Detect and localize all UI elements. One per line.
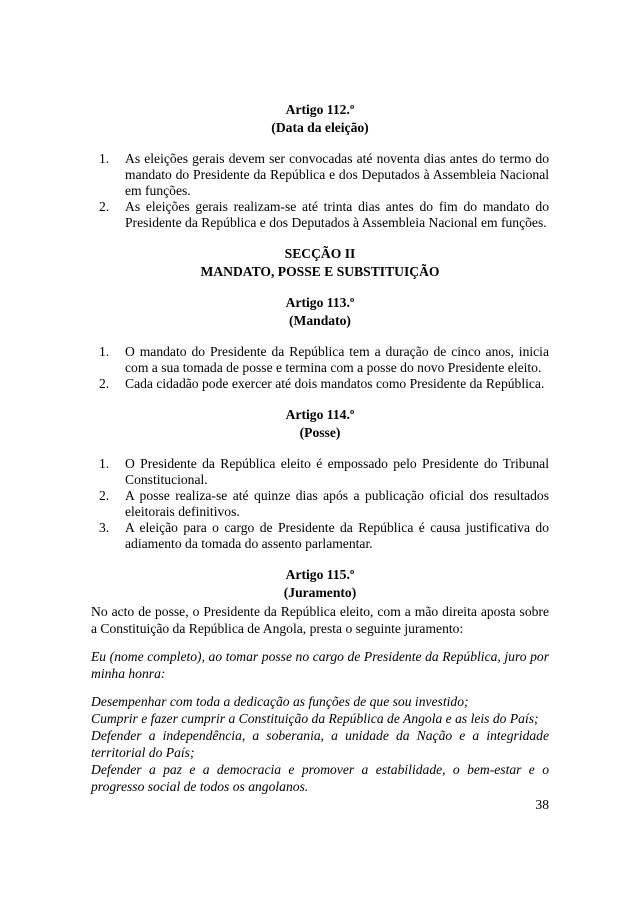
- article-113-heading: [91, 294, 549, 330]
- article-112-title: Artigo 112.º: [285, 102, 355, 117]
- article-115-body: [91, 603, 549, 795]
- article-113-subtitle: (Mandato): [289, 313, 351, 328]
- page-number: 38: [535, 797, 549, 812]
- oath-intro: No acto de posse, o Presidente da República eleito, com a mão direita aposta sobre a Constituição da República de Angola, presta o seguinte juramento:: [91, 604, 549, 636]
- article-114-list: [91, 456, 549, 552]
- article-112-list: [91, 151, 549, 231]
- section-heading: [91, 245, 549, 281]
- list-item: 2. As eleições gerais realizam-se até trinta dias antes do fim do mandato do Presidente da República e dos Deputados à Assembleia Nacional em funções.: [99, 199, 549, 230]
- article-115-heading: [91, 566, 549, 602]
- oath-line: Desempenhar com toda a dedicação as funções de que sou investido;: [91, 694, 469, 709]
- list-item: 2. A posse realiza-se até quinze dias após a publicação oficial dos resultados eleitorais definitivos.: [99, 488, 549, 519]
- list-item: 2. Cada cidadão pode exercer até dois mandatos como Presidente da República.: [99, 376, 545, 391]
- article-115-title: Artigo 115.º: [285, 567, 355, 582]
- oath-line: Defender a paz e a democracia e promover a estabilidade, o bem-estar e o progresso social de todos os angolanos.: [91, 762, 549, 794]
- list-item: 3. A eleição para o cargo de Presidente da República é causa justificativa do adiamento da tomada do assento parlamentar.: [99, 520, 549, 551]
- oath-lines: [91, 693, 549, 795]
- article-113-list: [91, 344, 549, 392]
- article-114-title: Artigo 114.º: [285, 407, 355, 422]
- list-item: 1. O Presidente da República eleito é empossado pelo Presidente do Tribunal Constitucional.: [99, 456, 549, 487]
- oath-opening: Eu (nome completo), ao tomar posse no cargo de Presidente da República, juro por minha honra:: [91, 649, 549, 681]
- section-subtitle: MANDATO, POSSE E SUBSTITUIÇÃO: [200, 264, 440, 279]
- section-title: SECÇÃO II: [284, 246, 356, 261]
- article-112-subtitle: (Data da eleição): [271, 120, 369, 135]
- list-item: 1. As eleições gerais devem ser convocadas até noventa dias antes do termo do mandato do Presidente da República e dos Deputados à Assembleia Nacional em funções.: [99, 151, 549, 198]
- article-113-title: Artigo 113.º: [285, 295, 355, 310]
- article-114-subtitle: (Posse): [299, 425, 341, 440]
- oath-line: Cumprir e fazer cumprir a Constituição da República de Angola e as leis do País;: [91, 711, 539, 726]
- list-item: 1. O mandato do Presidente da República tem a duração de cinco anos, inicia com a sua tomada de posse e termina com a posse do novo Presidente eleito.: [99, 344, 549, 375]
- page-content: [91, 101, 549, 616]
- article-115-subtitle: (Juramento): [283, 585, 357, 600]
- article-114-heading: [91, 406, 549, 442]
- article-112-heading: [91, 101, 549, 137]
- oath-line: Defender a independência, a soberania, a unidade da Nação e a integridade territorial do País;: [91, 728, 549, 760]
